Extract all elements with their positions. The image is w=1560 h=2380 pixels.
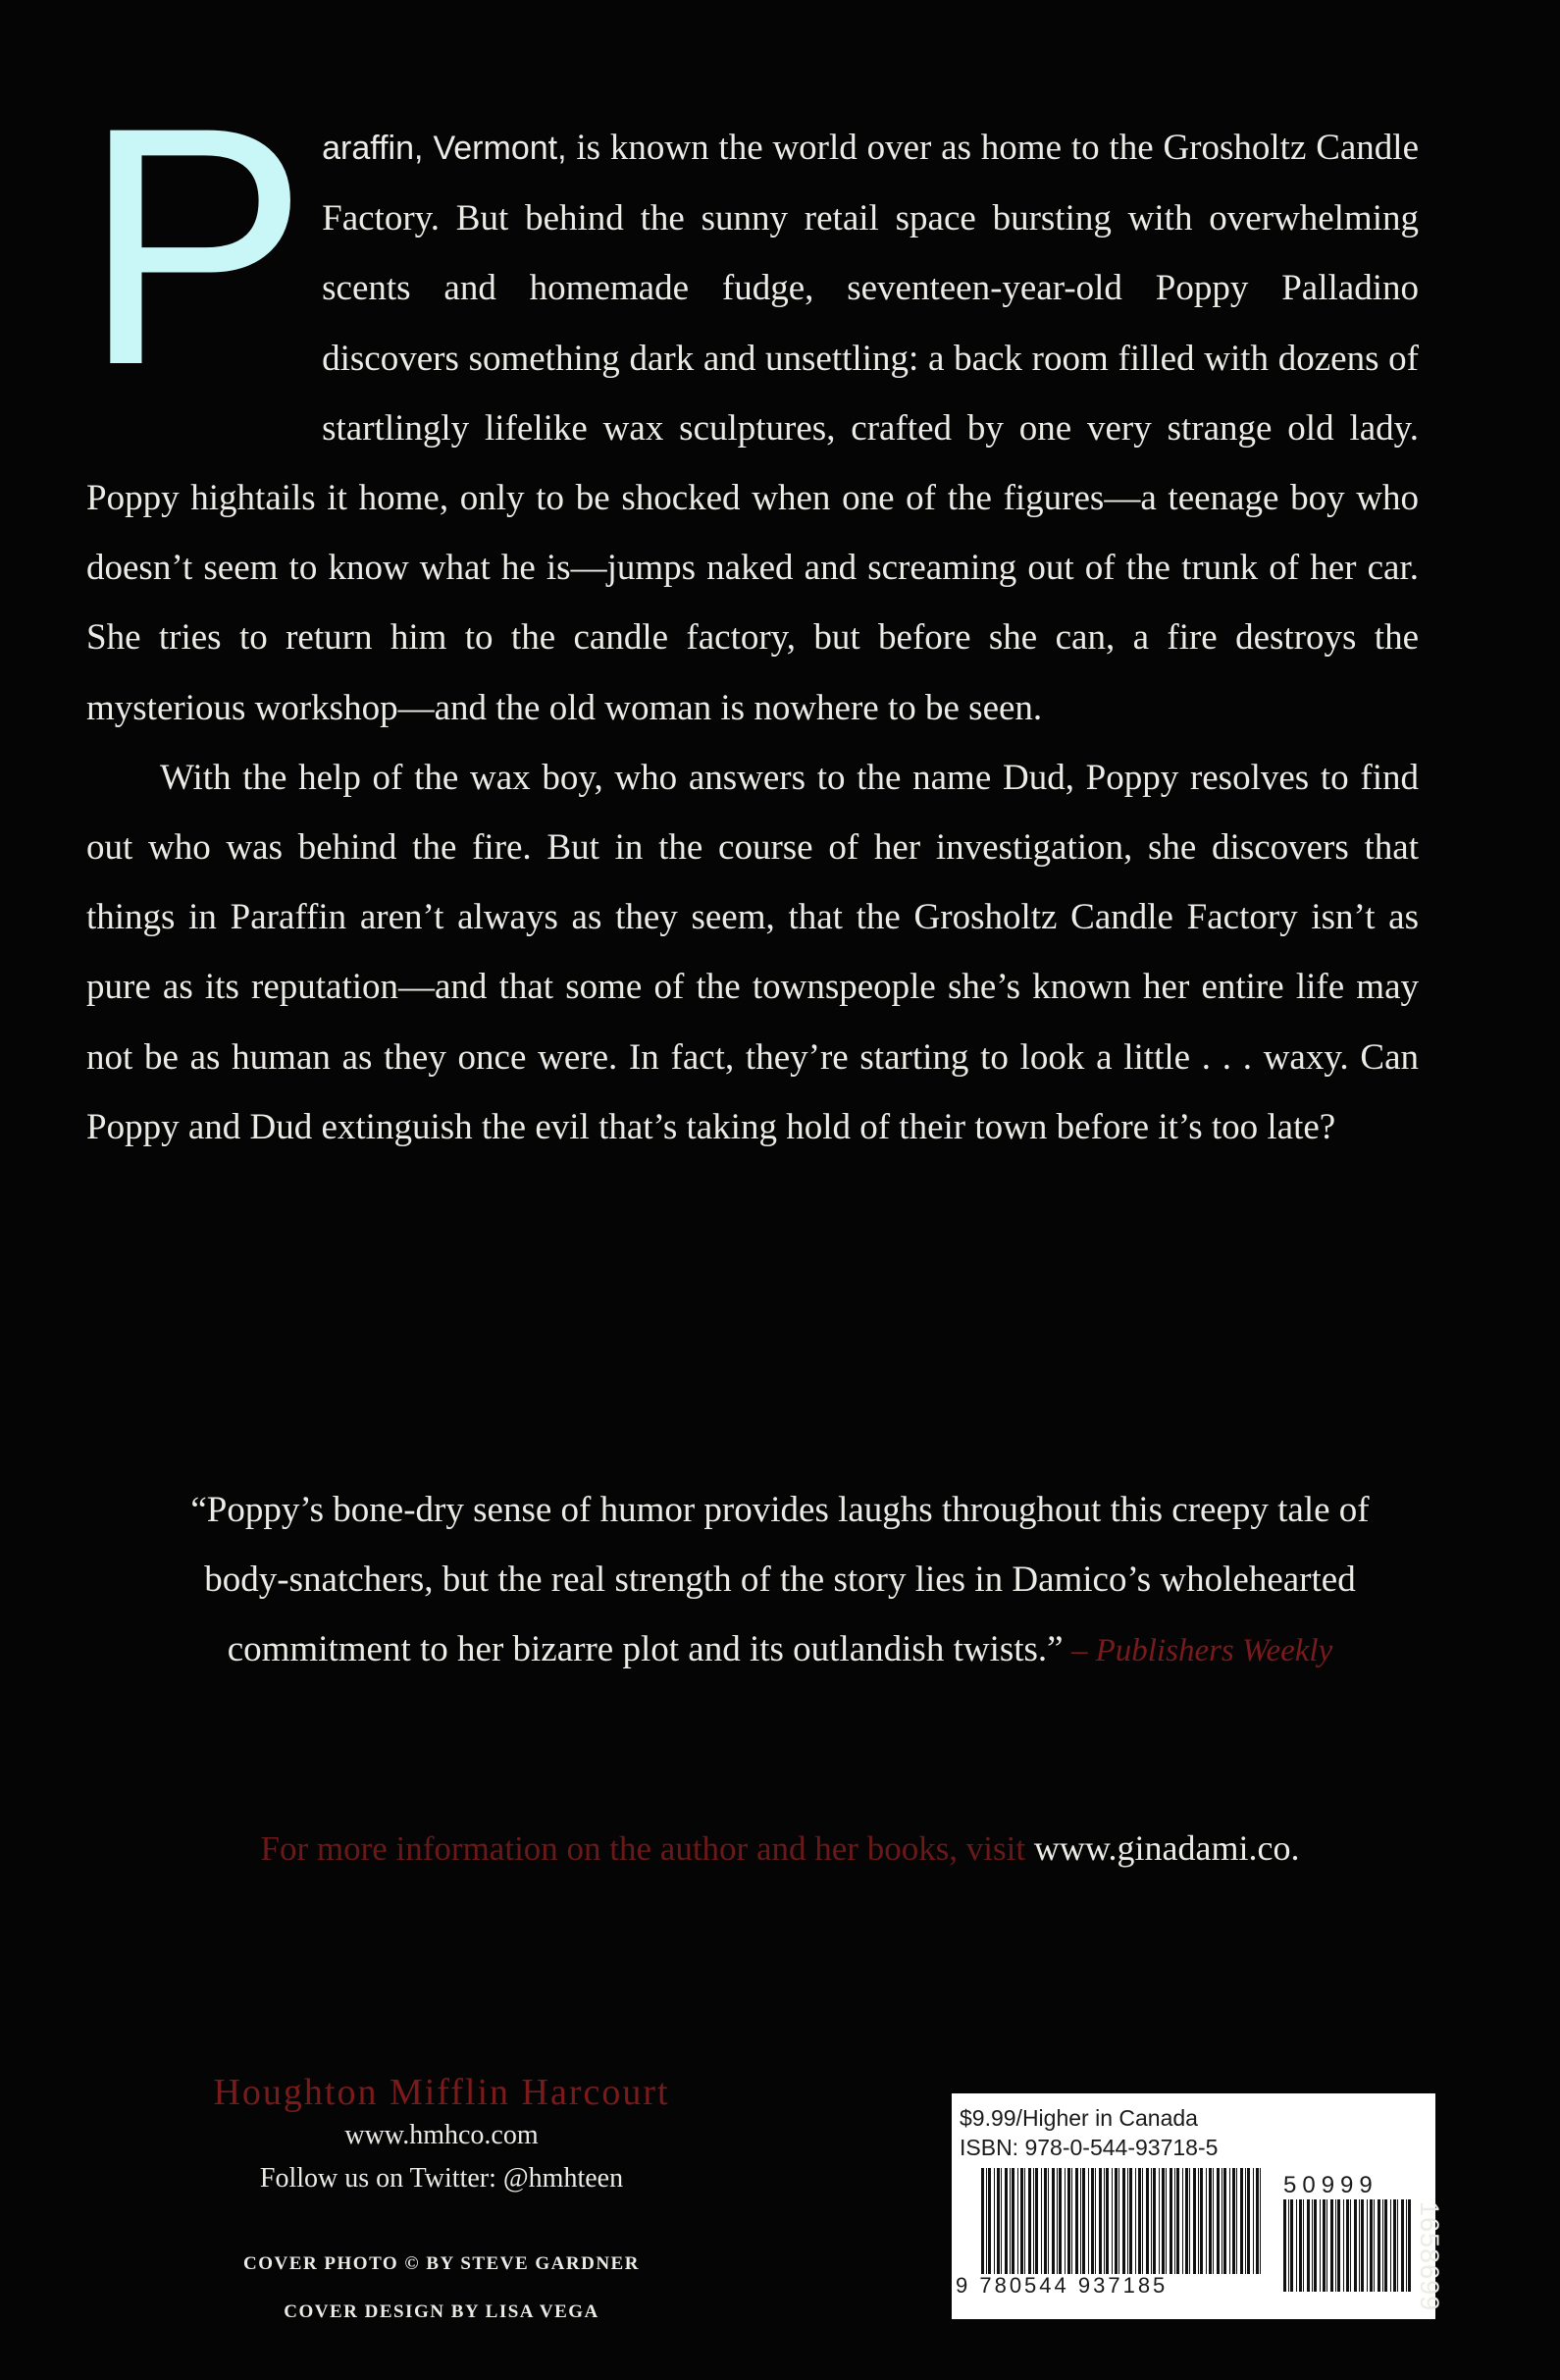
barcode-digits: 9 780544 937185 (956, 2273, 1169, 2298)
publisher-twitter: Follow us on Twitter: @hmhteen (259, 2163, 624, 2194)
barcode-addon-digits: 50999 (1283, 2172, 1378, 2198)
addon-barcode-icon (1283, 2199, 1421, 2294)
publisher-website: www.hmhco.com (344, 2120, 539, 2150)
author-info-text: For more information on the author and her books, visit (260, 1829, 1034, 1868)
paragraph-1-text: is known the world over as home to the Grosholtz Candle Factory. But behind the sunny retail space bursting with overwhelming scents and homemade fudge, seventeen-year-old Poppy Palladino discovers something dark and unsettling: a back room filled with dozens of startlingly lifelike wax sculptures, crafted by one very strange old lady. Poppy hightails it home, only to be shocked when one of the figures—a teenage boy who doesn’t seem to know what he is—jumps naked and screaming out of the trunk of her car. She tries to return him to the candle factory, but before she can, a fire destroys the mysterious workshop—and the old woman is nowhere to be seen. (86, 128, 1419, 728)
quote-text: “Poppy’s bone-dry sense of humor provides laughs throughout this creepy tale of body-snatchers, but the real strength of the story lies in Damico’s wholehearted commitment to her bizarre plot and its outlandish twists.” (190, 1490, 1370, 1669)
cover-credits (137, 2240, 746, 2336)
review-quote (177, 1475, 1383, 1686)
lead-words: araffin, Vermont, (322, 130, 567, 167)
price-text: $9.99/Higher in Canada (960, 2105, 1198, 2131)
drop-cap-letter: P (82, 58, 309, 436)
side-code: 1658699 (1415, 2201, 1444, 2312)
cover-photo-credit: COVER PHOTO © BY STEVE GARDNER (243, 2253, 640, 2274)
cover-design-credit: COVER DESIGN BY LISA VEGA (284, 2301, 599, 2322)
barcode-label (952, 2093, 1435, 2319)
isbn-barcode-icon (981, 2168, 1266, 2276)
quote-attribution: – Publishers Weekly (1063, 1633, 1333, 1668)
book-description (82, 58, 1419, 1162)
author-info-line (128, 1827, 1432, 1869)
publisher-name: Houghton Mifflin Harcourt (213, 2072, 670, 2113)
publisher-block (147, 2071, 736, 2200)
paragraph-2-text: With the help of the wax boy, who answers to the name Dud, Poppy resolves to find out who was behind the fire. But in the course of her investigation, she discovers that things in Paraffin aren’t always as they seem, that the Grosholtz Candle Factory isn’t as pure as its reputation—and that some of the townspeople she’s known her entire life may not be as human as they once were. In fact, they’re starting to look a little . . . waxy. Can Poppy and Dud extinguish the evil that’s taking hold of their town before it’s too late? (86, 757, 1419, 1147)
author-website: www.ginadami.co. (1033, 1828, 1300, 1868)
isbn-text: ISBN: 978-0-544-93718-5 (960, 2135, 1219, 2160)
